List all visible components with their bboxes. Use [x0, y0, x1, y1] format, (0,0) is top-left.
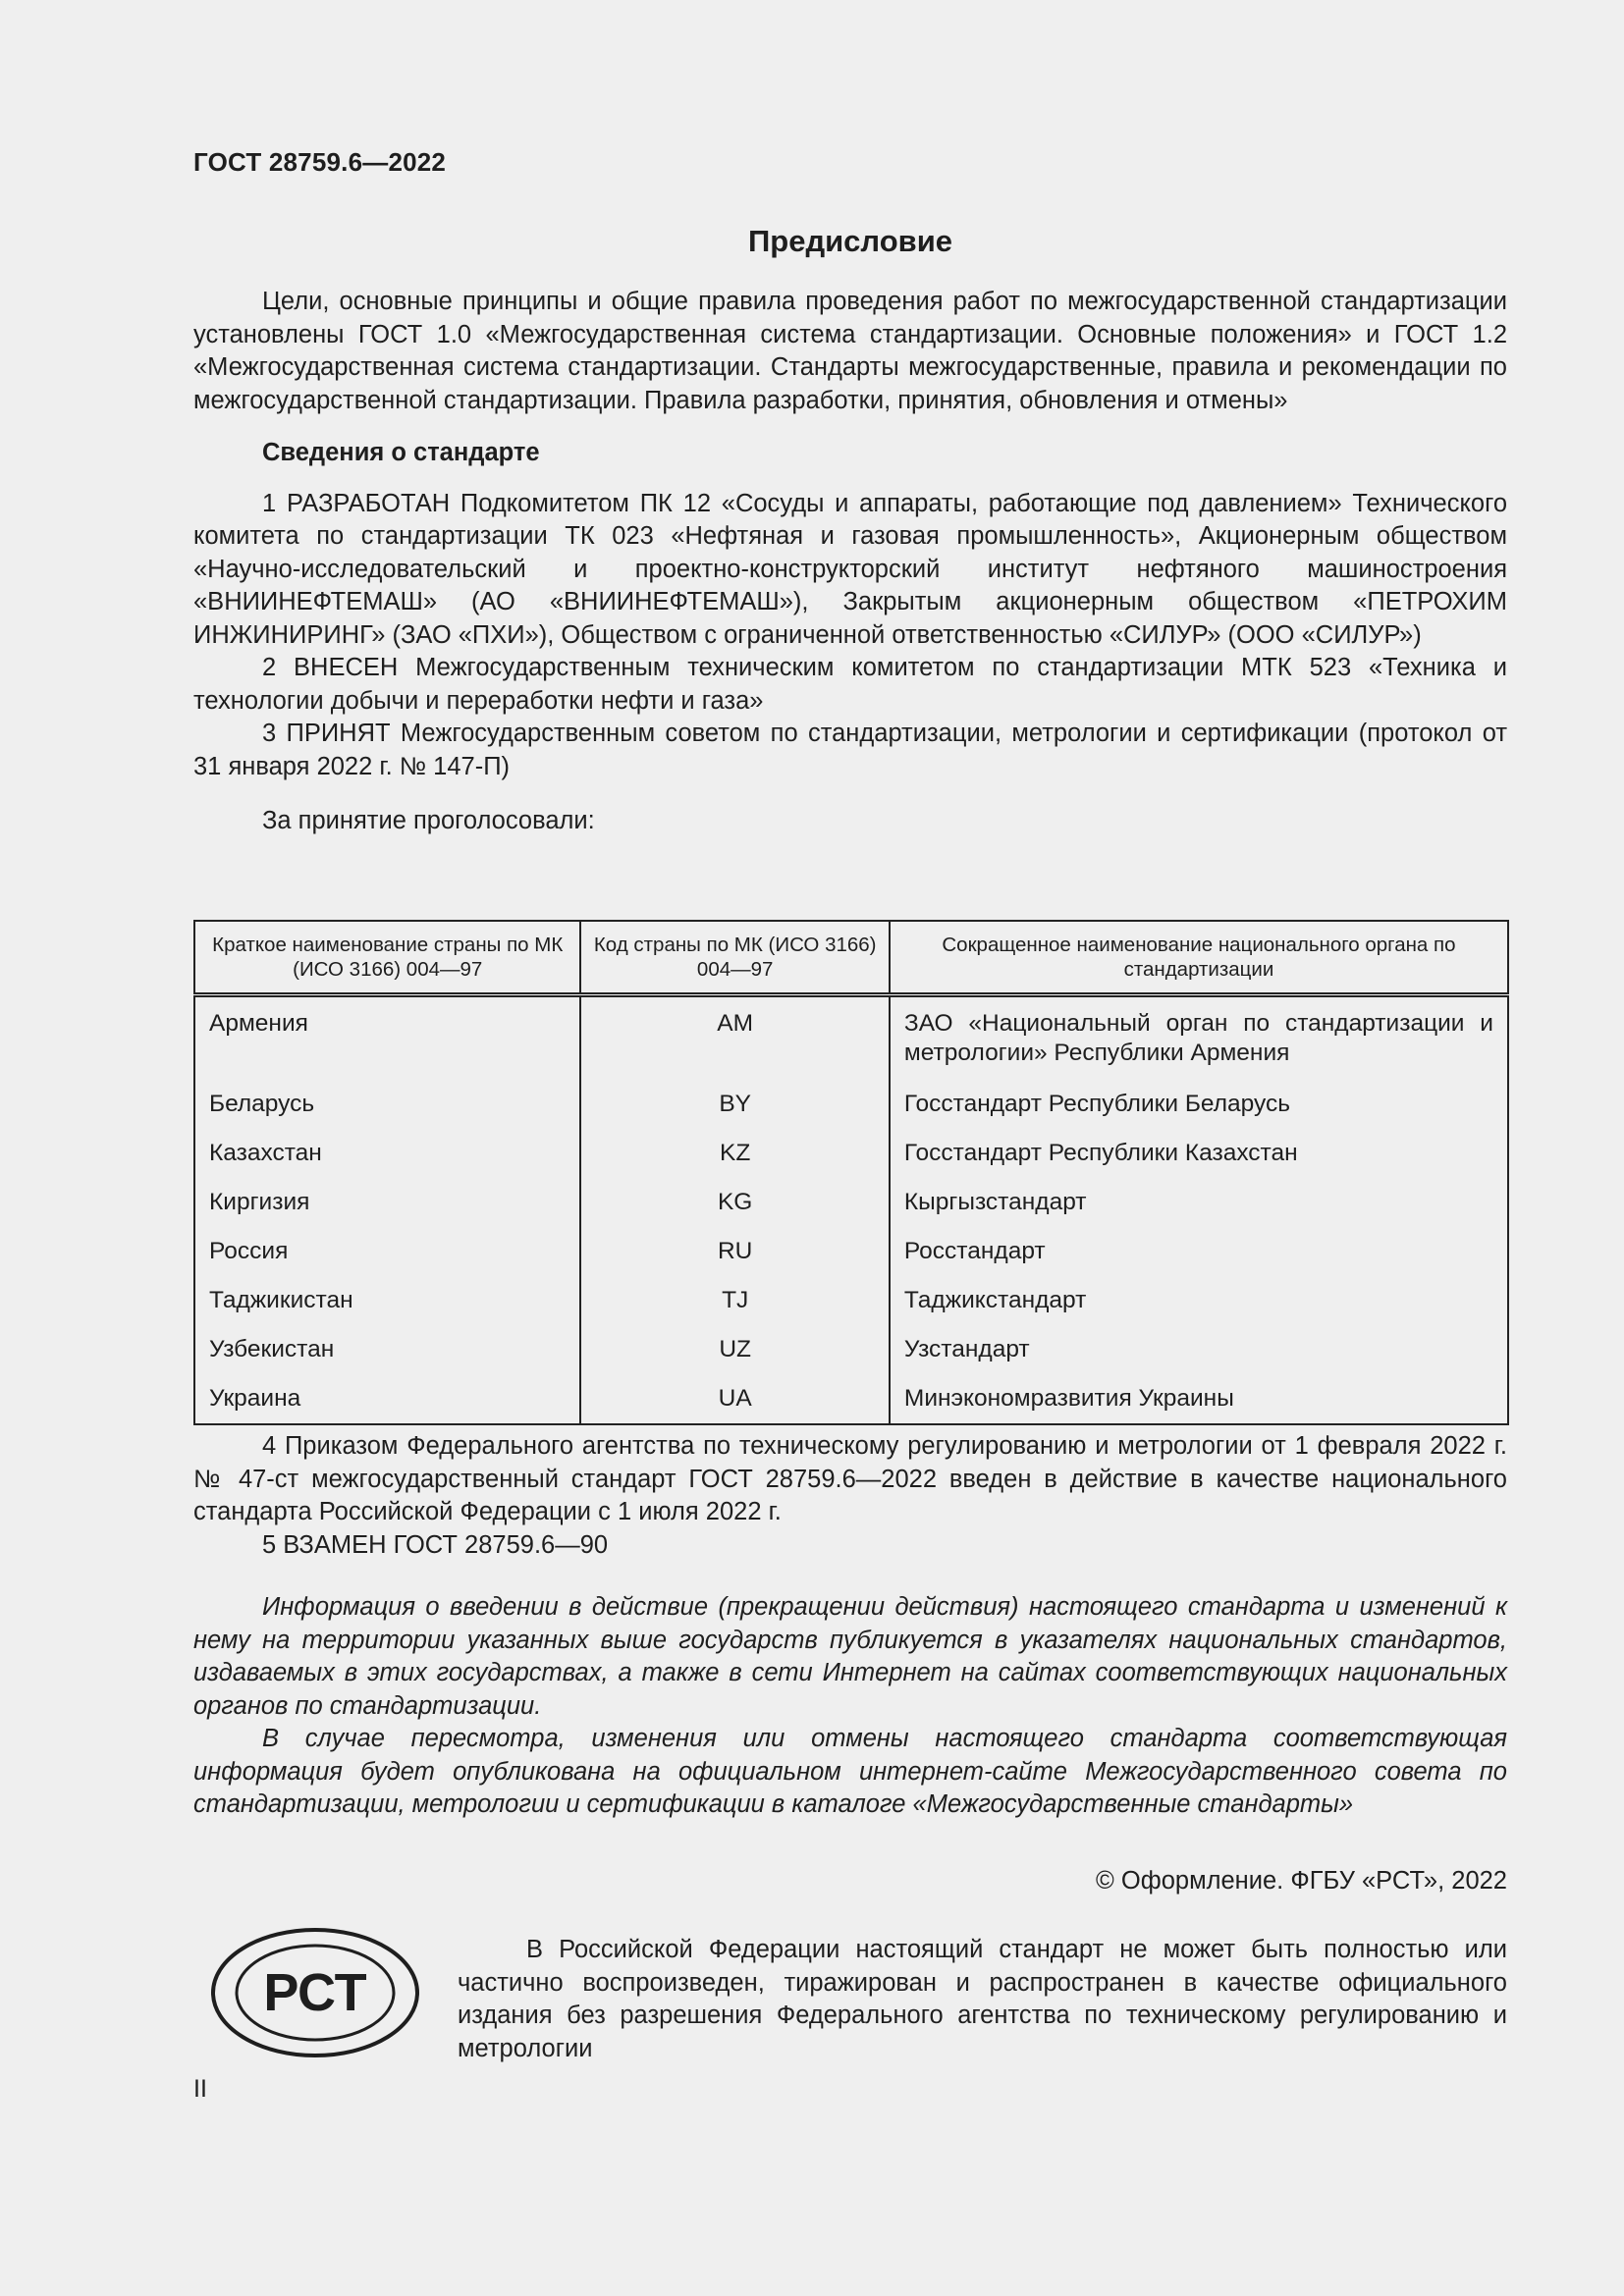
country-cell: Беларусь: [194, 1080, 580, 1129]
header-country-name: Краткое наименование страны по МК (ИСО 3166) 004—97: [194, 921, 580, 995]
code-cell: KG: [580, 1178, 889, 1227]
document-id-header: ГОСТ 28759.6—2022: [193, 147, 447, 177]
table-header-row: [194, 921, 1508, 995]
org-cell: Кыргызстандарт: [890, 1178, 1508, 1227]
code-cell: BY: [580, 1080, 889, 1129]
votes-intro: За принятие проголосовали:: [262, 807, 595, 834]
org-cell: Госстандарт Республики Беларусь: [890, 1080, 1508, 1129]
org-cell: Узстандарт: [890, 1325, 1508, 1374]
rst-logo-icon: [209, 1926, 421, 2059]
item-enacted: 4 Приказом Федерального агентства по техническому регулированию и метрологии от 1 февраля 2022 г. № 47-ст межгосударственный стандарт ГОСТ 28759.6—2022 введен в действие в качестве национального стандарта Российской Федерации с 1 июля 2022 г.: [193, 1432, 1507, 1525]
table-row: [194, 995, 1508, 1081]
page-title: Предисловие: [747, 224, 952, 258]
item-replaces: 5 ВЗАМЕН ГОСТ 28759.6—90: [262, 1530, 609, 1559]
table-row: [194, 1374, 1508, 1424]
country-cell: Таджикистан: [194, 1276, 580, 1325]
org-cell: Таджикстандарт: [890, 1276, 1508, 1325]
country-cell: Армения: [194, 995, 580, 1081]
header-national-body: Сокращенное наименование национального органа по стандартизации: [890, 921, 1508, 995]
country-cell: Россия: [194, 1227, 580, 1276]
code-cell: TJ: [580, 1276, 889, 1325]
country-cell: Узбекистан: [194, 1325, 580, 1374]
table-row: [194, 1276, 1508, 1325]
copyright-notice: В Российской Федерации настоящий стандарт не может быть полностью или частично воспроизведен, тиражирован и распространен в качестве официального издания без разрешения Федерального агентства по техническому регулированию и метрологии: [458, 1936, 1507, 2062]
page-number: II: [193, 2075, 207, 2103]
org-cell: ЗАО «Национальный орган по стандартизации и метрологии» Республики Армения: [890, 995, 1508, 1081]
country-cell: Украина: [194, 1374, 580, 1424]
copyright-line: © Оформление. ФГБУ «РСТ», 2022: [1096, 1867, 1507, 1895]
code-cell: AM: [580, 995, 889, 1081]
table-row: [194, 1080, 1508, 1129]
votes-table: [193, 920, 1509, 1425]
foreword-block-continued: [193, 1430, 1507, 1822]
table-row: [194, 1178, 1508, 1227]
rst-logo: [209, 1926, 421, 2059]
code-cell: UZ: [580, 1325, 889, 1374]
standard-info-heading: Сведения о стандарте: [262, 439, 540, 466]
item-developed: 1 РАЗРАБОТАН Подкомитетом ПК 12 «Сосуды и аппараты, работающие под давлением» Технического комитета по стандартизации ТК 023 «Нефтяная и газовая промышленность», Акционерным обществом «Научно-исследовательский и проектно-конструкторский институт нефтяного машиностроения «ВНИИНЕФТЕМАШ» (АО «ВНИИНЕФТЕМАШ»), Закрытым акционерным обществом «ПЕТРОХИМ ИНЖИНИРИНГ» (ЗАО «ПХИ»), Обществом с ограниченной ответственностью «СИЛУР» (ООО «СИЛУР»): [193, 489, 1507, 649]
italic-note-info: Информация о введении в действие (прекращении действия) настоящего стандарта и изменений к нему на территории указанных выше государств публикуется в указателях национальных стандартов, издаваемых в этих государствах, а также в сети Интернет на сайтах соответствующих национальных органов по стандартизации.: [193, 1593, 1507, 1720]
header-country-code: Код страны по МК (ИСО 3166) 004—97: [580, 921, 889, 995]
logo-lettering: РСТ: [263, 1963, 367, 2022]
foreword-block: [193, 286, 1507, 838]
item-submitted: 2 ВНЕСЕН Межгосударственным техническим комитетом по стандартизации МТК 523 «Техника и технологии добычи и переработки нефти и газа»: [193, 654, 1507, 715]
intro-paragraph: Цели, основные принципы и общие правила проведения работ по межгосударственной стандартизации установлены ГОСТ 1.0 «Межгосударственная система стандартизации. Основные положения» и ГОСТ 1.2 «Межгосударственная система стандартизации. Стандарты межгосударственные, правила и рекомендации по межгосударственной стандартизации. Правила разработки, принятия, обновления и отмены»: [193, 288, 1507, 414]
country-cell: Киргизия: [194, 1178, 580, 1227]
org-cell: Госстандарт Республики Казахстан: [890, 1129, 1508, 1178]
org-cell: Росстандарт: [890, 1227, 1508, 1276]
country-cell: Казахстан: [194, 1129, 580, 1178]
table-row: [194, 1129, 1508, 1178]
code-cell: KZ: [580, 1129, 889, 1178]
org-cell: Минэкономразвития Украины: [890, 1374, 1508, 1424]
table-row: [194, 1227, 1508, 1276]
item-adopted: 3 ПРИНЯТ Межгосударственным советом по стандартизации, метрологии и сертификации (протокол от 31 января 2022 г. № 147-П): [193, 720, 1507, 780]
table-row: [194, 1325, 1508, 1374]
italic-note-revision: В случае пересмотра, изменения или отмены настоящего стандарта соответствующая информация будет опубликована на официальном интернет-сайте Межгосударственного совета по стандартизации, метрологии и сертификации в каталоге «Межгосударственные стандарты»: [193, 1725, 1507, 1818]
code-cell: UA: [580, 1374, 889, 1424]
code-cell: RU: [580, 1227, 889, 1276]
